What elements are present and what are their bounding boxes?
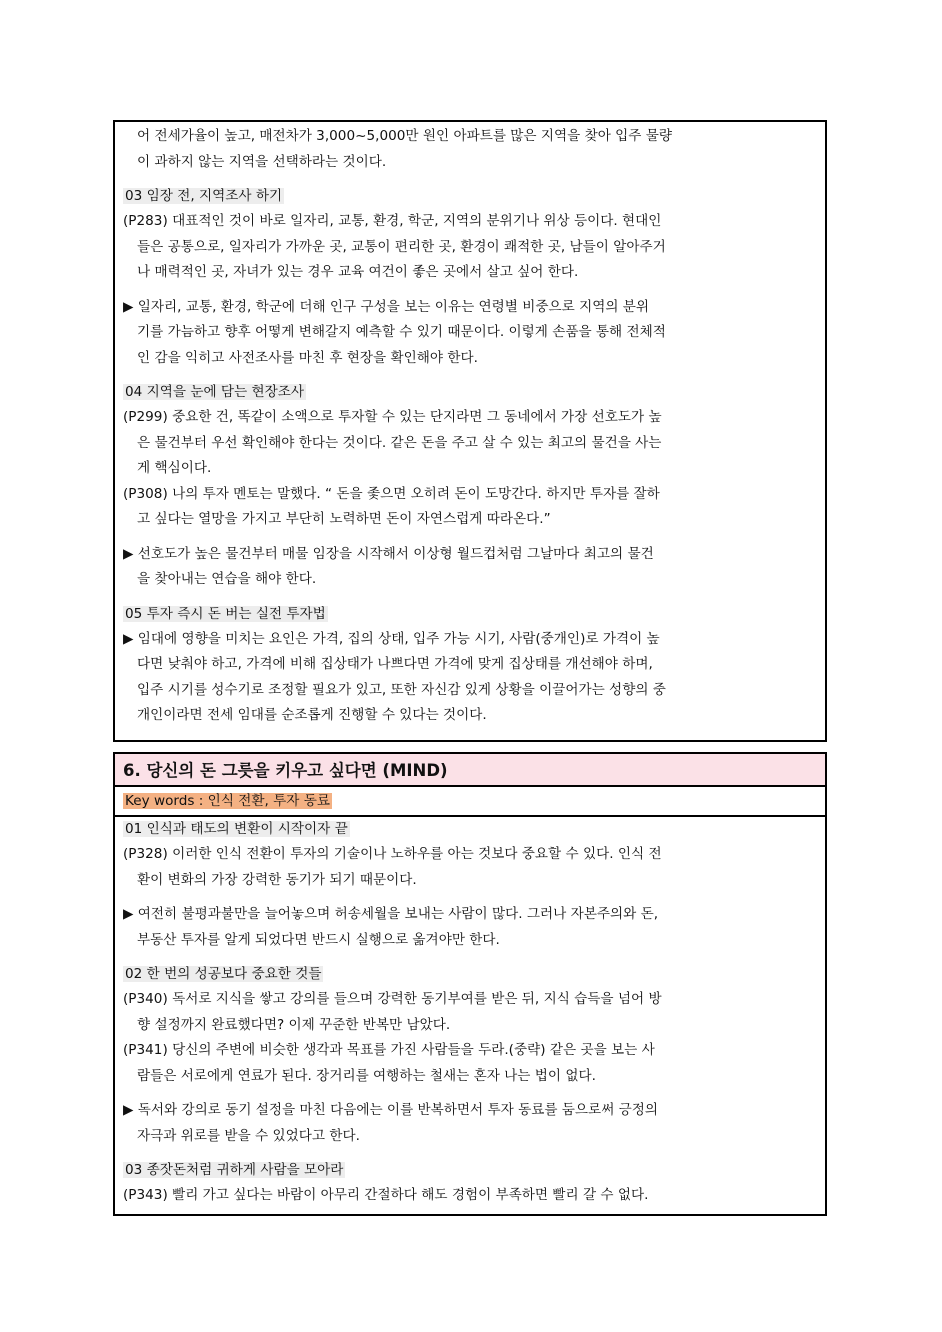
intro-paragraph bbox=[123, 124, 817, 175]
text-line: 개인이라면 전세 임대를 순조롭게 진행할 수 있다는 것이다. bbox=[137, 707, 487, 723]
section-heading: 01 인식과 태도의 변환이 시작이자 끝 bbox=[125, 821, 348, 837]
text-line: 이 과하지 않는 지역을 선택하라는 것이다. bbox=[137, 153, 387, 170]
text-line: 람들은 서로에게 연료가 된다. 장거리를 여행하는 철새는 혼자 나는 법이 없다. bbox=[137, 1067, 596, 1084]
quote-p340 bbox=[123, 987, 817, 1038]
quote-p299 bbox=[123, 405, 817, 482]
section-01 bbox=[123, 817, 817, 953]
text-line: 고 싶다는 열망을 가지고 부단히 노력하면 돈이 자연스럽게 따라온다.” bbox=[137, 511, 551, 527]
text-line: (P299) 중요한 건, 똑같이 소액으로 투자할 수 있는 단지라면 그 동네에서 가장 선호도가 높 bbox=[123, 409, 662, 425]
summary-box-section-5 bbox=[113, 120, 827, 742]
text-line: ▶ 임대에 영향을 미치는 요인은 가격, 집의 상태, 입주 가능 시기, 사람(중개인)로 가격이 높 bbox=[123, 630, 660, 647]
text-line: ▶ 일자리, 교통, 환경, 학군에 더해 인구 구성을 보는 이유는 연령별 비중으로 지역의 분위 bbox=[123, 298, 650, 315]
text-line: 인 감을 익히고 사전조사를 마친 후 현장을 확인해야 한다. bbox=[137, 349, 478, 366]
note-paragraph bbox=[123, 295, 817, 372]
note-paragraph bbox=[123, 902, 817, 953]
text-line: (P340) 독서로 지식을 쌓고 강의를 들으며 강력한 동기부여를 받은 뒤, 지식 습득을 넘어 방 bbox=[123, 991, 662, 1007]
quote-p308 bbox=[123, 482, 817, 533]
text-line: (P328) 이러한 인식 전환이 투자의 기술이나 노하우를 아는 것보다 중요할 수 있다. 인식 전 bbox=[123, 846, 662, 862]
text-line: 다면 낮춰야 하고, 가격에 비해 집상태가 나쁘다면 가격에 맞게 집상태를 개선해야 하며, bbox=[137, 656, 653, 672]
section-heading: 04 지역을 눈에 담는 현장조사 bbox=[125, 384, 305, 400]
quote-p341 bbox=[123, 1038, 817, 1089]
summary-box-section-6 bbox=[113, 752, 827, 1216]
text-line: (P308) 나의 투자 멘토는 말했다. “ 돈을 좇으면 오히려 돈이 도망간다. 하지만 투자를 잘하 bbox=[123, 485, 660, 502]
section-03 bbox=[123, 184, 817, 371]
text-line: ▶ 여전히 불평과불만을 늘어놓으며 허송세월을 보내는 사람이 많다. 그러나 자본주의와 돈, bbox=[123, 906, 659, 922]
section-heading: 03 종잣돈처럼 귀하게 사람을 모아라 bbox=[125, 1162, 344, 1178]
section-04 bbox=[123, 380, 817, 593]
section-heading: 02 한 번의 성공보다 중요한 것들 bbox=[125, 966, 322, 982]
note-paragraph bbox=[123, 1098, 817, 1149]
note-paragraph bbox=[123, 542, 817, 593]
keywords-row bbox=[115, 787, 825, 817]
text-line: 어 전세가율이 높고, 매전차가 3,000~5,000만 원인 아파트를 많은 지역을 찾아 입주 물량 bbox=[137, 128, 673, 144]
quote-p328 bbox=[123, 842, 817, 893]
note-paragraph bbox=[123, 627, 817, 729]
text-line: ▶ 독서와 강의로 동기 설정을 마친 다음에는 이를 반복하면서 투자 동료를 둠으로써 긍정의 bbox=[123, 1102, 659, 1118]
section-03 bbox=[123, 1158, 817, 1209]
text-line: 향 설정까지 완료했다면? 이제 꾸준한 반복만 남았다. bbox=[137, 1016, 451, 1033]
text-line: 을 찾아내는 연습을 해야 한다. bbox=[137, 571, 317, 587]
text-line: ▶ 선호도가 높은 물건부터 매물 임장을 시작해서 이상형 월드컵처럼 그날마다 최고의 물건 bbox=[123, 545, 654, 562]
quote-p283 bbox=[123, 209, 817, 286]
text-line: 환이 변화의 가장 강력한 동기가 되기 때문이다. bbox=[137, 871, 417, 888]
text-line: 나 매력적인 곳, 자녀가 있는 경우 교육 여건이 좋은 곳에서 살고 싶어 한다. bbox=[137, 264, 579, 280]
text-line: 들은 공통으로, 일자리가 가까운 곳, 교통이 편리한 곳, 환경이 쾌적한 곳, 남들이 알아주거 bbox=[137, 238, 666, 255]
text-line: 은 물건부터 우선 확인해야 한다는 것이다. 같은 돈을 주고 살 수 있는 최고의 물건을 사는 bbox=[137, 434, 662, 451]
text-line: 자극과 위로를 받을 수 있었다고 한다. bbox=[137, 1127, 360, 1144]
section-heading: 03 임장 전, 지역조사 하기 bbox=[125, 188, 283, 204]
section-heading: 05 투자 즉시 돈 버는 실전 투자법 bbox=[125, 605, 326, 622]
text-line: 게 핵심이다. bbox=[137, 460, 212, 476]
section-02 bbox=[123, 962, 817, 1149]
text-line: (P283) 대표적인 것이 바로 일자리, 교통, 환경, 학군, 지역의 분위기나 위상 등이다. 현대인 bbox=[123, 213, 662, 229]
text-line: 부동산 투자를 알게 되었다면 반드시 실행으로 옮겨야만 한다. bbox=[137, 931, 500, 948]
section-body bbox=[115, 817, 825, 1209]
section-05 bbox=[123, 602, 817, 729]
keywords-highlight: Key words : 인식 전환, 투자 동료 bbox=[125, 793, 331, 809]
section-title: 6. 당신의 돈 그릇을 키우고 싶다면 (MIND) bbox=[115, 754, 825, 787]
quote-p343: (P343) 빨리 가고 싶다는 바람이 아무리 간절하다 해도 경험이 부족하면 빨리 갈 수 없다. bbox=[123, 1187, 649, 1203]
text-line: 기를 가늠하고 향후 어떻게 변해갈지 예측할 수 있기 때문이다. 이렇게 손품을 통해 전체적 bbox=[137, 324, 666, 340]
text-line: (P341) 당신의 주변에 비슷한 생각과 목표를 가진 사람들을 두라.(중략) 같은 곳을 보는 사 bbox=[123, 1042, 655, 1058]
text-line: 입주 시기를 성수기로 조정할 필요가 있고, 또한 자신감 있게 상황을 이끌어가는 성향의 중 bbox=[137, 681, 666, 698]
